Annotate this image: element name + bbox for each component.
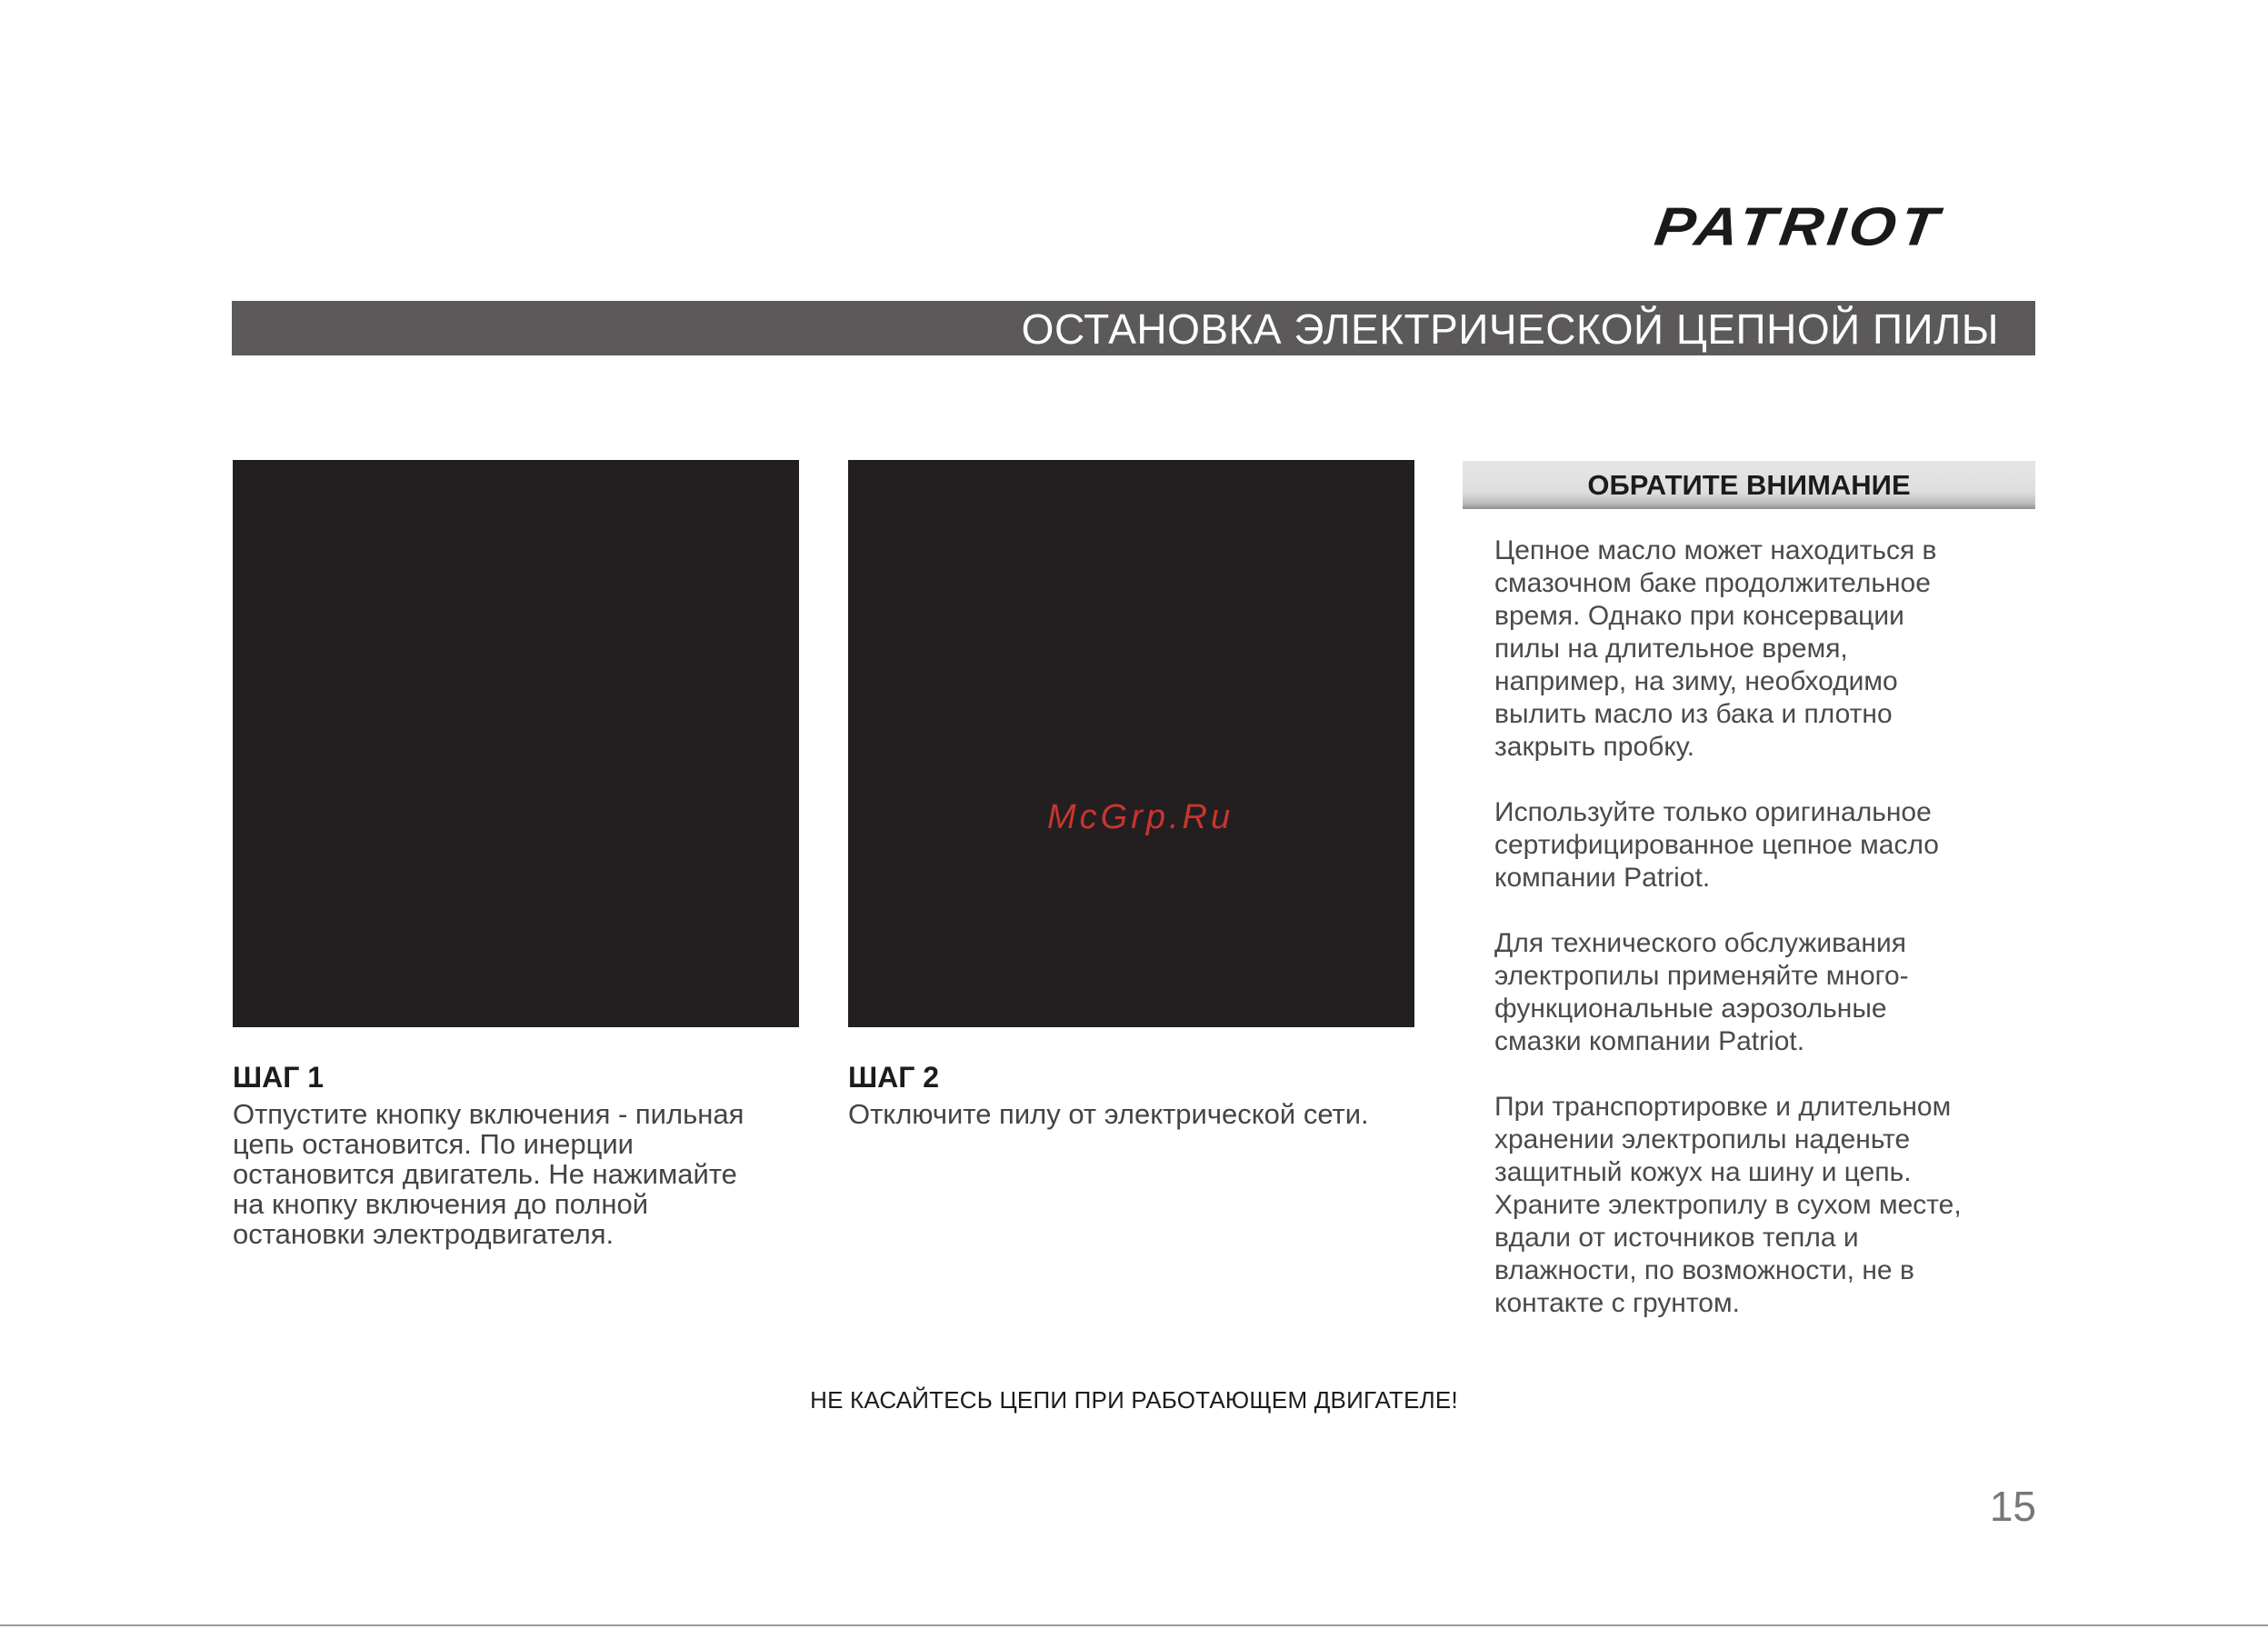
page-bottom-divider	[0, 1624, 2268, 1626]
warning-text: НЕ КАСАЙТЕСЬ ЦЕПИ ПРИ РАБОТАЮЩЕМ ДВИГАТЕЛЕ!	[810, 1386, 1458, 1414]
attention-header	[1463, 461, 2035, 509]
step-1-text: Отпустите кнопку включения - пильная цепь остановится. По инерции остановится двигатель. Не нажимайте на кнопку включения до полной остановки электродвигателя.	[233, 1098, 744, 1250]
page-number: 15	[1989, 1483, 2036, 1530]
attention-paragraph: При транспортировке и длительном хранении электропилы наденьте защитный кожух на шину и цепь. Храните электропилу в сухом месте, вдали от источников тепла и влажности, по возможности, не в контакте с грунтом.	[1494, 1092, 1962, 1318]
step-1-image	[233, 460, 799, 1027]
attention-body	[1494, 535, 2031, 1353]
step-2-text: Отключите пилу от электрической сети.	[848, 1098, 1369, 1130]
patriot-logo: PATRIOT	[1651, 195, 1946, 257]
attention-paragraph: Цепное масло может находиться в смазочном баке продолжительное время. Однако при консервации пилы на длительное время, например, на зиму, необходимо вылить масло из бака и плотно закрыть пробку.	[1494, 535, 1937, 762]
step-2-image	[848, 460, 1414, 1027]
attention-paragraph: Для технического обслуживания электропилы применяйте много- функциональные аэрозольные смазки компании Patriot.	[1494, 928, 1909, 1056]
page-title: ОСТАНОВКА ЭЛЕКТРИЧЕСКОЙ ЦЕПНОЙ ПИЛЫ	[1021, 305, 1999, 353]
step-2-title: ШАГ 2	[848, 1061, 940, 1094]
step-1-title: ШАГ 1	[233, 1061, 325, 1094]
watermark-text: McGrp.Ru	[1047, 798, 1234, 836]
attention-paragraph: Используйте только оригинальное сертифицированное цепное масло компании Patriot.	[1494, 797, 1939, 893]
section-title-bar	[232, 301, 2035, 355]
attention-title: ОБРАТИТЕ ВНИМАНИЕ	[1587, 469, 1911, 501]
